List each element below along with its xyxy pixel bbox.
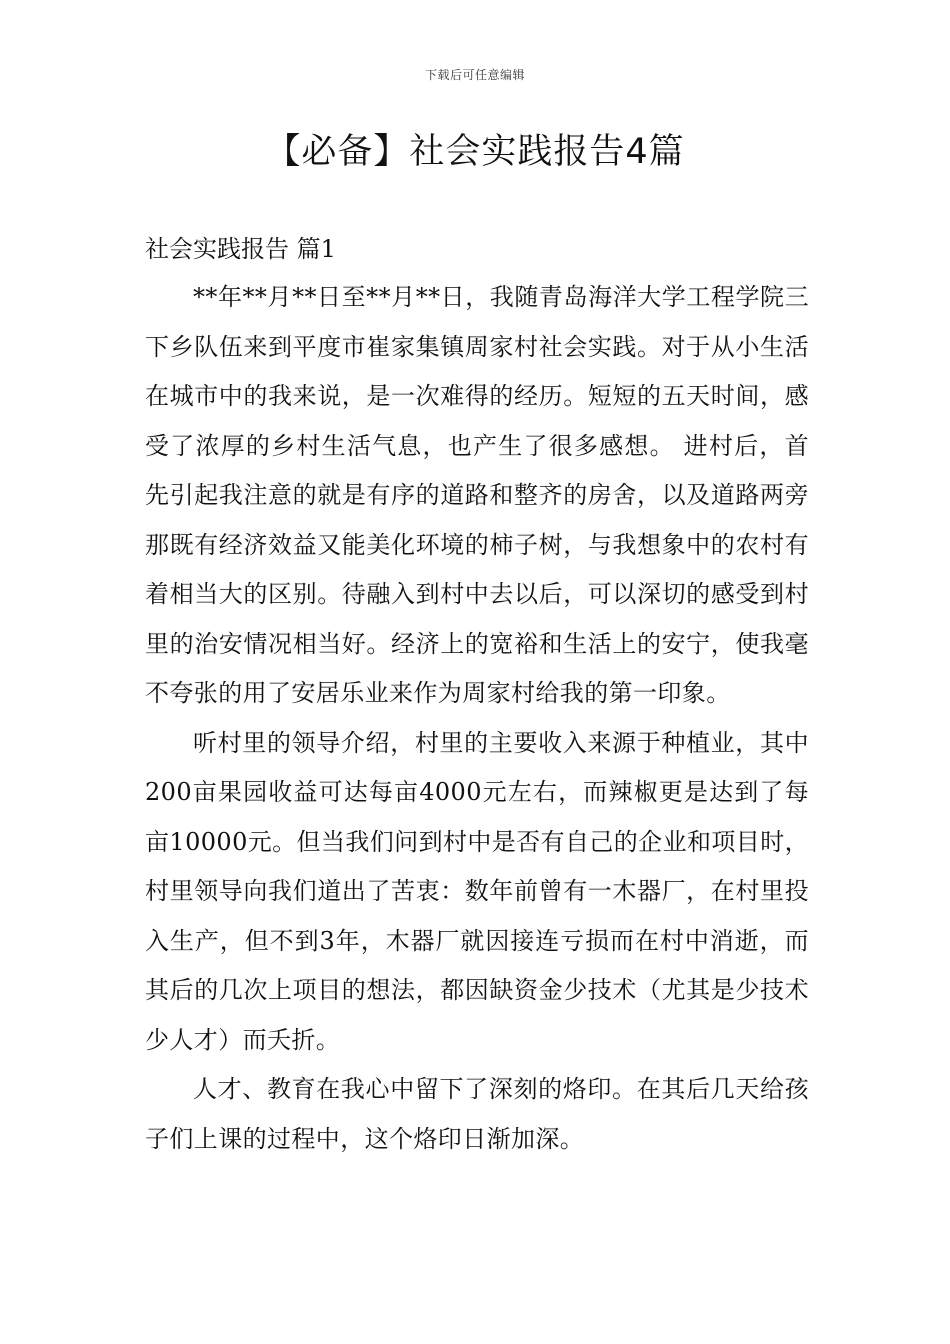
- header-note: 下载后可任意编辑: [424, 68, 525, 82]
- document-body: [145, 225, 809, 1164]
- document-title: 【必备】社会实践报告4篇: [265, 132, 685, 172]
- section-heading: 社会实践报告 篇1: [145, 235, 336, 263]
- paragraph-3: 人才、教育在我心中留下了深刻的烙印。在其后几天给孩子们上课的过程中，这个烙印日渐加深。: [145, 1075, 809, 1153]
- paragraph-1: **年**月**日至**月**日，我随青岛海洋大学工程学院三下乡队伍来到平度市崔家集镇周家村社会实践。对于从小生活在城市中的我来说，是一次难得的经历。短短的五天时间，感受了浓厚的乡村生活气息，也产生了很多感想。 进村后，首先引起我注意的就是有序的道路和整齐的房舍，以及道路两旁那既有经济效益又能美化环境的柿子树，与我想象中的农村有着相当大的区别。待融入到村中去以后，可以深切的感受到村里的治安情况相当好。经济上的宽裕和生活上的安宁，使我毫不夸张的用了安居乐业来作为周家村给我的第一印象。: [145, 283, 809, 707]
- paragraph-2: 听村里的领导介绍，村里的主要收入来源于种植业，其中200亩果园收益可达每亩4000元左右，而辣椒更是达到了每亩10000元。但当我们问到村中是否有自己的企业和项目时，村里领导向我们道出了苦衷：数年前曾有一木器厂，在村里投入生产，但不到3年，木器厂就因接连亏损而在村中消逝，而其后的几次上项目的想法，都因缺资金少技术（尤其是少技术少人才）而夭折。: [145, 728, 809, 1054]
